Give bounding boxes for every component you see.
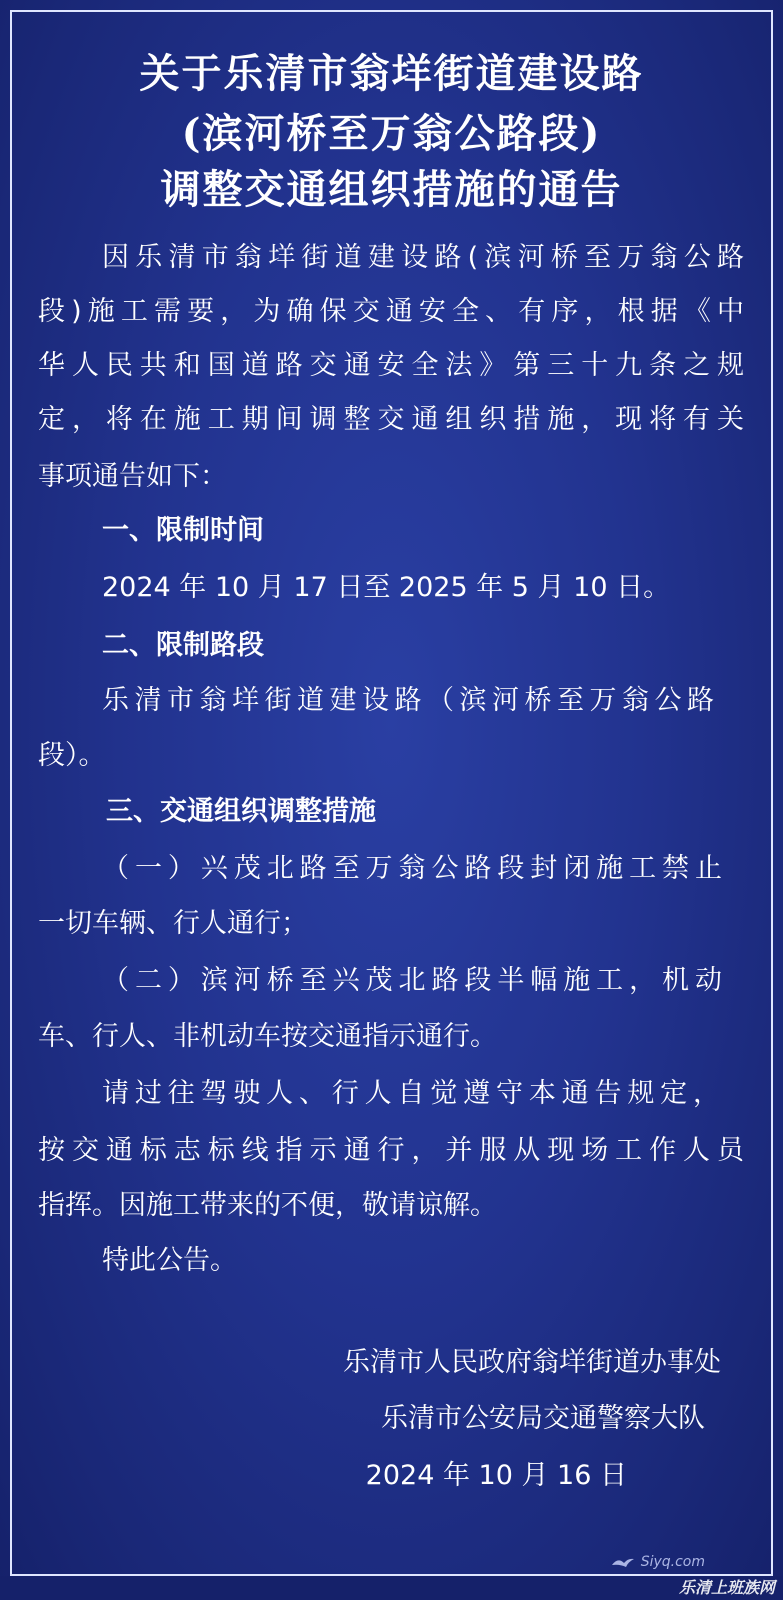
section3-heading: 三、交通组织调整措施 bbox=[106, 796, 376, 827]
watermark-logo-text: Siyq.com bbox=[640, 1554, 705, 1570]
title-line-1: 关于乐清市翁垟街道建设路 bbox=[139, 50, 644, 97]
title-line-3: 调整交通组织措施的通告 bbox=[160, 166, 623, 213]
measure2-line-2: 车、行人、非机动车按交通指示通行。 bbox=[38, 1021, 497, 1052]
issuer-2: 乐清市公安局交通警察大队 bbox=[381, 1403, 705, 1434]
bird-icon bbox=[610, 1555, 636, 1569]
section2-line-1: 乐清市翁垟街道建设路（滨河桥至万翁公路 bbox=[102, 685, 714, 716]
measure1-line-1: （一）兴茂北路至万翁公路段封闭施工禁止 bbox=[102, 853, 722, 884]
section1-text: 2024 年 10 月 17 日至 2025 年 5 月 10 日。 bbox=[102, 572, 671, 603]
issuer-1: 乐清市人民政府翁垟街道办事处 bbox=[343, 1347, 721, 1378]
watermark-site-text: 乐清上班族网 bbox=[678, 1578, 775, 1597]
closing-line-1: 请过往驾驶人、行人自觉遵守本通告规定， bbox=[102, 1078, 720, 1109]
title-line-2: (滨河桥至万翁公路段) bbox=[181, 110, 602, 157]
intro-line-4: 定，将在施工期间调整交通组织措施，现将有关 bbox=[38, 404, 744, 435]
section2-line-2: 段）。 bbox=[38, 740, 106, 771]
bottom-bar bbox=[0, 1576, 783, 1600]
watermark-logo bbox=[610, 1554, 705, 1570]
intro-line-3: 华人民共和国道路交通安全法》第三十九条之规 bbox=[38, 350, 744, 381]
closing-line-3: 指挥。因施工带来的不便，敬请谅解。 bbox=[38, 1190, 497, 1221]
measure2-line-1: （二）滨河桥至兴茂北路段半幅施工，机动 bbox=[102, 965, 722, 996]
intro-line-2: 段)施工需要，为确保交通安全、有序，根据《中 bbox=[38, 296, 744, 327]
measure1-line-2: 一切车辆、行人通行； bbox=[38, 908, 308, 939]
special-notice: 特此公告。 bbox=[102, 1245, 237, 1276]
intro-line-1: 因乐清市翁垟街道建设路(滨河桥至万翁公路 bbox=[102, 242, 744, 273]
issue-date: 2024 年 10 月 16 日 bbox=[365, 1460, 627, 1491]
intro-line-5: 事项通告如下： bbox=[38, 461, 227, 492]
closing-line-2: 按交通标志标线指示通行，并服从现场工作人员 bbox=[38, 1135, 744, 1166]
section1-heading: 一、限制时间 bbox=[102, 515, 264, 546]
section2-heading: 二、限制路段 bbox=[102, 630, 264, 661]
